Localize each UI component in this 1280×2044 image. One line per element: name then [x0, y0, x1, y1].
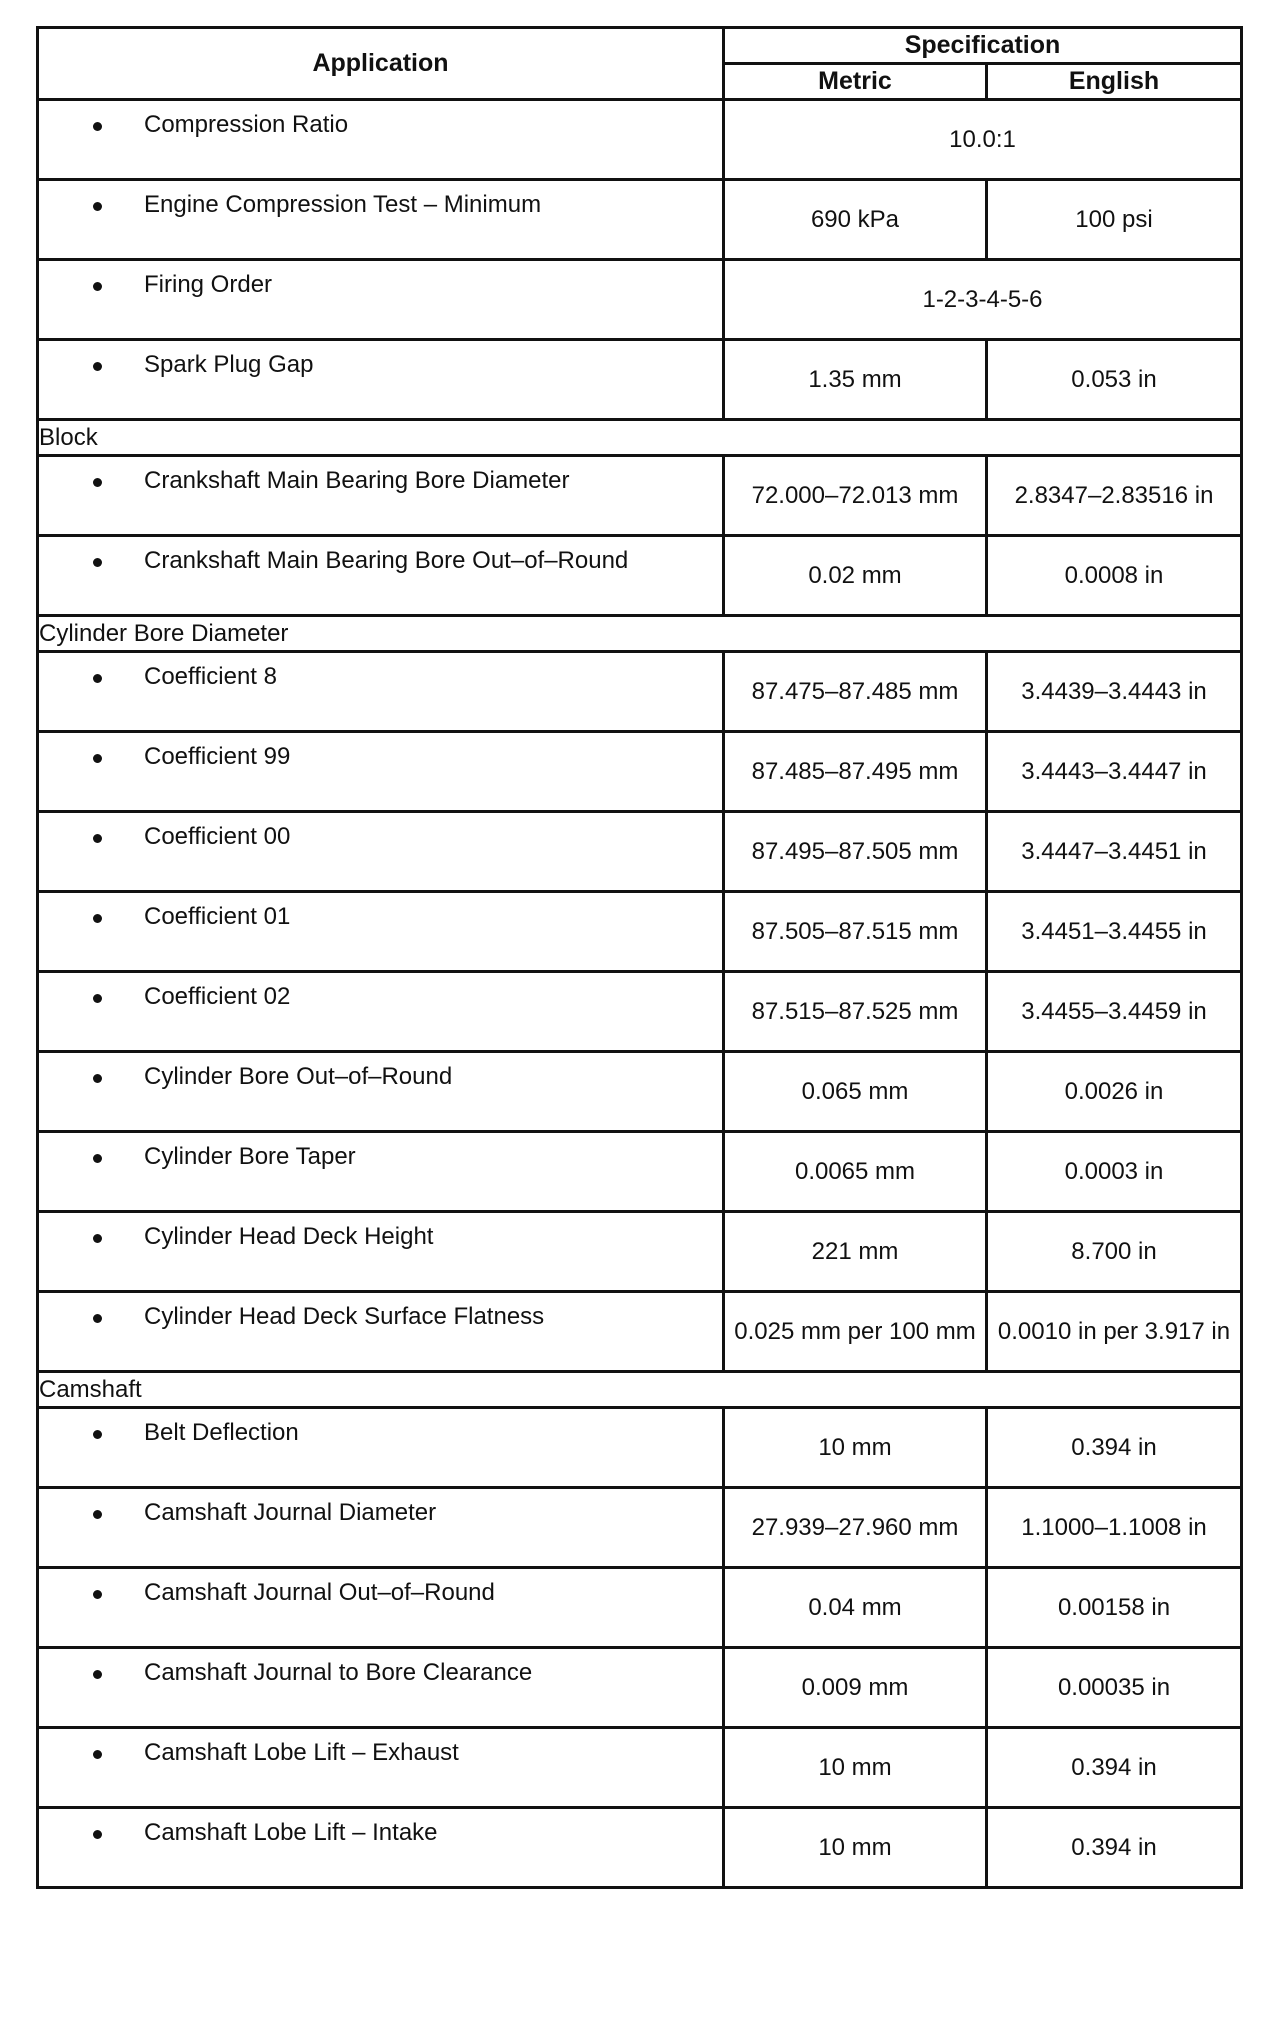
english-value: 0.00035 in — [987, 1648, 1242, 1728]
bullet-icon — [93, 914, 102, 923]
application-cell — [38, 180, 724, 260]
application-label: Coefficient 01 — [144, 903, 291, 930]
application-cell — [38, 1052, 724, 1132]
bullet-icon — [93, 362, 102, 371]
english-value: 0.0008 in — [987, 536, 1242, 616]
application-cell — [38, 340, 724, 420]
application-label: Crankshaft Main Bearing Bore Diameter — [144, 467, 570, 494]
english-value: 3.4455–3.4459 in — [987, 972, 1242, 1052]
application-cell — [38, 1488, 724, 1568]
metric-value: 221 mm — [724, 1212, 987, 1292]
metric-value: 10 mm — [724, 1728, 987, 1808]
metric-value: 1.35 mm — [724, 340, 987, 420]
metric-value: 87.505–87.515 mm — [724, 892, 987, 972]
application-label: Coefficient 8 — [144, 663, 277, 690]
application-label: Crankshaft Main Bearing Bore Out–of–Round — [144, 547, 629, 574]
bullet-icon — [93, 1590, 102, 1599]
application-label: Firing Order — [144, 271, 273, 298]
table-row — [38, 456, 1242, 536]
application-cell — [38, 456, 724, 536]
english-value: 0.053 in — [987, 340, 1242, 420]
section-label: Block — [38, 420, 1242, 456]
metric-value: 10 mm — [724, 1808, 987, 1888]
table-row — [38, 1488, 1242, 1568]
metric-value: 87.485–87.495 mm — [724, 732, 987, 812]
english-value: 0.0010 in per 3.917 in — [987, 1292, 1242, 1372]
english-value: 0.0003 in — [987, 1132, 1242, 1212]
bullet-icon — [93, 834, 102, 843]
header-english: English — [987, 64, 1242, 100]
bullet-icon — [93, 1830, 102, 1839]
table-row — [38, 340, 1242, 420]
combined-value: 10.0:1 — [724, 100, 1242, 180]
metric-value: 27.939–27.960 mm — [724, 1488, 987, 1568]
metric-value: 0.02 mm — [724, 536, 987, 616]
english-value: 8.700 in — [987, 1212, 1242, 1292]
specification-table — [36, 26, 1243, 1889]
metric-value: 0.065 mm — [724, 1052, 987, 1132]
table-row — [38, 652, 1242, 732]
application-label: Spark Plug Gap — [144, 351, 314, 378]
bullet-icon — [93, 754, 102, 763]
header-metric: Metric — [724, 64, 987, 100]
english-value: 3.4443–3.4447 in — [987, 732, 1242, 812]
table-row — [38, 1212, 1242, 1292]
table-row — [38, 1132, 1242, 1212]
table-row — [38, 100, 1242, 180]
application-label: Belt Deflection — [144, 1419, 299, 1446]
application-label: Camshaft Journal Diameter — [144, 1499, 437, 1526]
metric-value: 0.04 mm — [724, 1568, 987, 1648]
application-label: Coefficient 00 — [144, 823, 291, 850]
bullet-icon — [93, 1670, 102, 1679]
application-label: Cylinder Head Deck Surface Flatness — [144, 1303, 545, 1330]
bullet-icon — [93, 1074, 102, 1083]
table-row — [38, 1568, 1242, 1648]
bullet-icon — [93, 1430, 102, 1439]
table-row — [38, 1292, 1242, 1372]
application-label: Cylinder Bore Out–of–Round — [144, 1063, 453, 1090]
table-row — [38, 972, 1242, 1052]
application-label: Cylinder Head Deck Height — [144, 1223, 434, 1250]
table-row — [38, 892, 1242, 972]
metric-value: 87.515–87.525 mm — [724, 972, 987, 1052]
application-cell — [38, 892, 724, 972]
bullet-icon — [93, 1154, 102, 1163]
bullet-icon — [93, 202, 102, 211]
bullet-icon — [93, 674, 102, 683]
english-value: 0.0026 in — [987, 1052, 1242, 1132]
table-body — [38, 100, 1242, 1888]
bullet-icon — [93, 1314, 102, 1323]
application-cell — [38, 1728, 724, 1808]
application-cell — [38, 1568, 724, 1648]
english-value: 0.394 in — [987, 1728, 1242, 1808]
application-cell — [38, 812, 724, 892]
section-row — [38, 1372, 1242, 1408]
application-cell — [38, 536, 724, 616]
application-label: Coefficient 99 — [144, 743, 291, 770]
table-row — [38, 1808, 1242, 1888]
application-cell — [38, 1648, 724, 1728]
metric-value: 690 kPa — [724, 180, 987, 260]
metric-value: 10 mm — [724, 1408, 987, 1488]
application-label: Coefficient 02 — [144, 983, 291, 1010]
application-label: Compression Ratio — [144, 111, 349, 138]
english-value: 3.4439–3.4443 in — [987, 652, 1242, 732]
table-row — [38, 1408, 1242, 1488]
application-label: Camshaft Lobe Lift – Intake — [144, 1819, 438, 1846]
table-row — [38, 536, 1242, 616]
bullet-icon — [93, 478, 102, 487]
application-label: Camshaft Journal to Bore Clearance — [144, 1659, 533, 1686]
english-value: 1.1000–1.1008 in — [987, 1488, 1242, 1568]
header-row-top — [38, 28, 1242, 64]
bullet-icon — [93, 122, 102, 131]
table-row — [38, 1728, 1242, 1808]
section-label: Camshaft — [38, 1372, 1242, 1408]
english-value: 0.394 in — [987, 1408, 1242, 1488]
combined-value: 1-2-3-4-5-6 — [724, 260, 1242, 340]
bullet-icon — [93, 994, 102, 1003]
header-specification: Specification — [724, 28, 1242, 64]
application-label: Camshaft Lobe Lift – Exhaust — [144, 1739, 459, 1766]
application-label: Engine Compression Test – Minimum — [144, 191, 542, 218]
application-label: Camshaft Journal Out–of–Round — [144, 1579, 495, 1606]
bullet-icon — [93, 282, 102, 291]
application-cell — [38, 1408, 724, 1488]
application-cell — [38, 1292, 724, 1372]
bullet-icon — [93, 1234, 102, 1243]
table-row — [38, 260, 1242, 340]
application-cell — [38, 972, 724, 1052]
english-value: 3.4451–3.4455 in — [987, 892, 1242, 972]
table-row — [38, 812, 1242, 892]
english-value: 0.00158 in — [987, 1568, 1242, 1648]
section-row — [38, 420, 1242, 456]
section-label: Cylinder Bore Diameter — [38, 616, 1242, 652]
bullet-icon — [93, 1510, 102, 1519]
application-cell — [38, 1132, 724, 1212]
application-cell — [38, 260, 724, 340]
application-cell — [38, 1808, 724, 1888]
application-cell — [38, 100, 724, 180]
english-value: 2.8347–2.83516 in — [987, 456, 1242, 536]
bullet-icon — [93, 558, 102, 567]
english-value: 3.4447–3.4451 in — [987, 812, 1242, 892]
bullet-icon — [93, 1750, 102, 1759]
application-cell — [38, 652, 724, 732]
english-value: 100 psi — [987, 180, 1242, 260]
metric-value: 0.0065 mm — [724, 1132, 987, 1212]
table-row — [38, 1052, 1242, 1132]
header-application: Application — [38, 28, 724, 100]
table-row — [38, 1648, 1242, 1728]
application-label: Cylinder Bore Taper — [144, 1143, 356, 1170]
table-row — [38, 180, 1242, 260]
table-row — [38, 732, 1242, 812]
english-value: 0.394 in — [987, 1808, 1242, 1888]
section-row — [38, 616, 1242, 652]
metric-value: 87.495–87.505 mm — [724, 812, 987, 892]
metric-value: 87.475–87.485 mm — [724, 652, 987, 732]
metric-value: 72.000–72.013 mm — [724, 456, 987, 536]
application-cell — [38, 732, 724, 812]
metric-value: 0.009 mm — [724, 1648, 987, 1728]
metric-value: 0.025 mm per 100 mm — [724, 1292, 987, 1372]
application-cell — [38, 1212, 724, 1292]
